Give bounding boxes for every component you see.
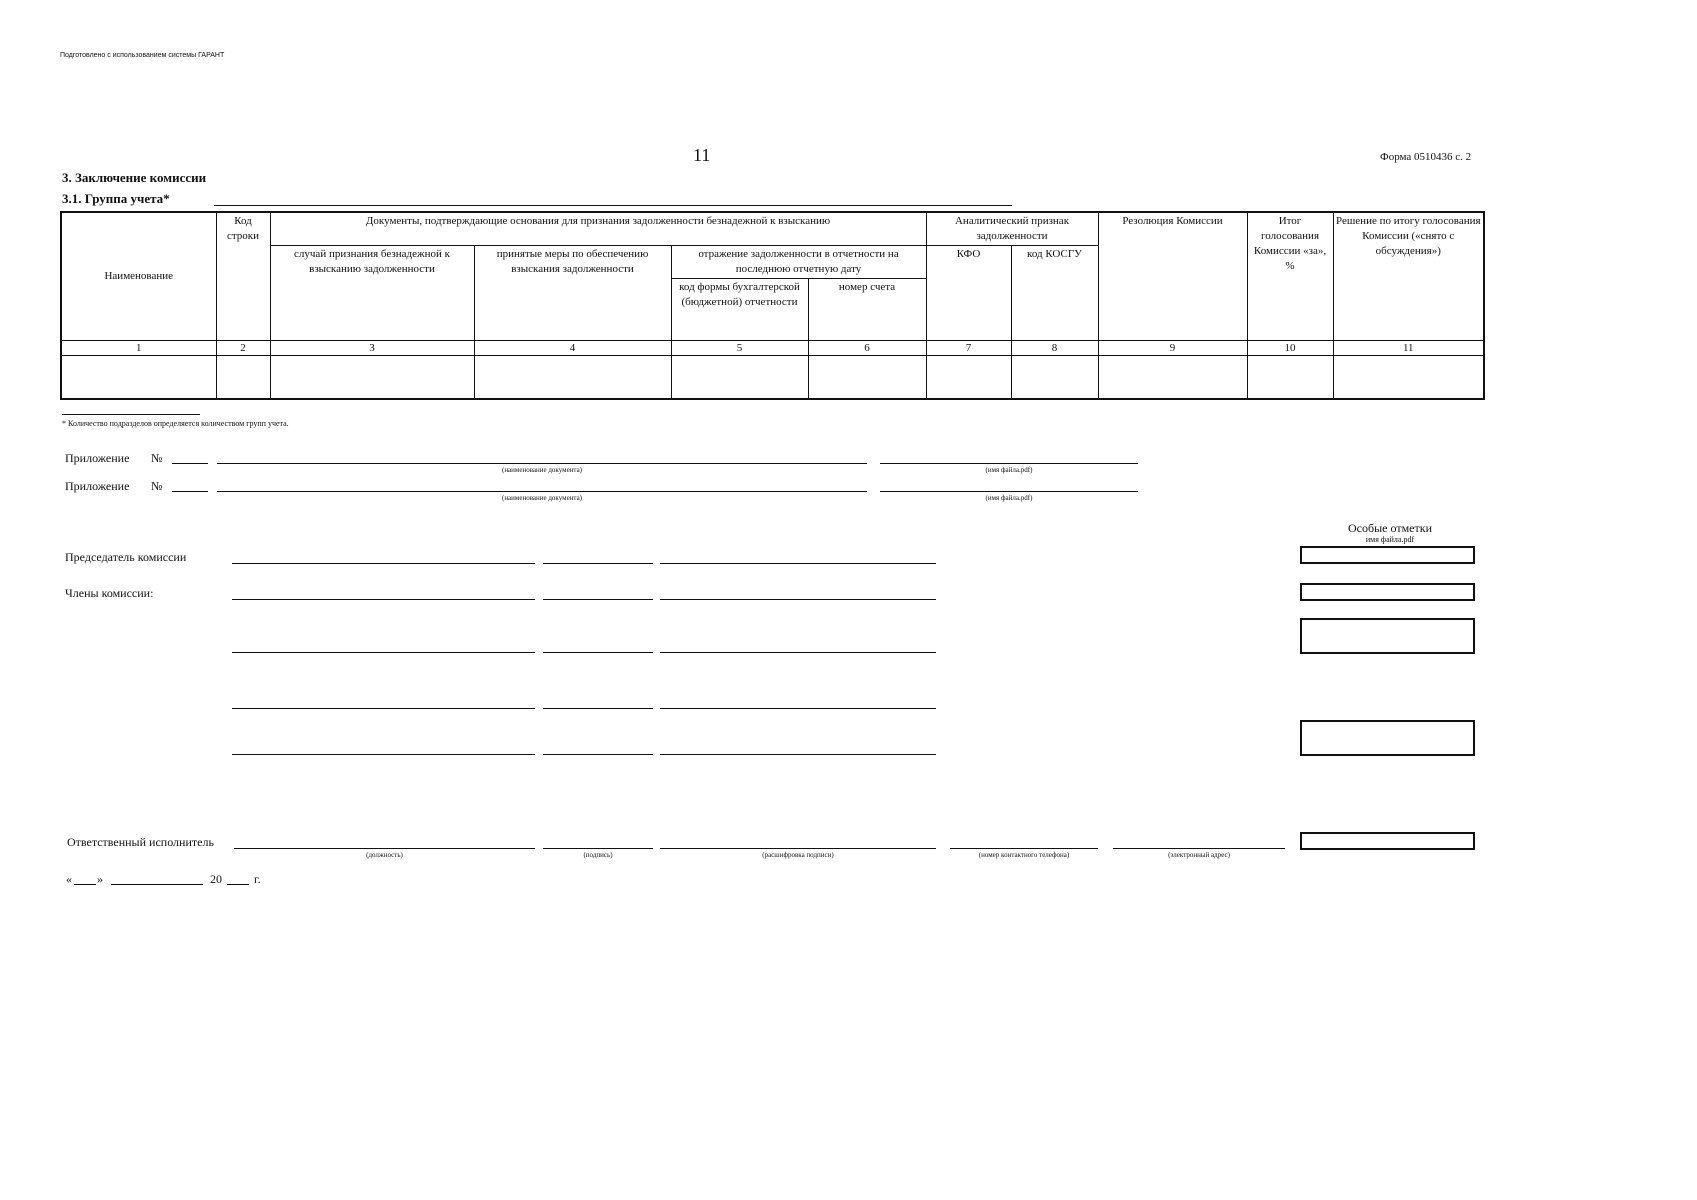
member-signature-field[interactable] bbox=[543, 652, 653, 653]
member-position-field[interactable] bbox=[232, 708, 535, 709]
signature-caption: (подпись) bbox=[583, 851, 613, 859]
date-month-field[interactable] bbox=[111, 884, 203, 885]
date-open-quote: « bbox=[66, 872, 72, 886]
executor-decoding-field[interactable] bbox=[660, 848, 936, 849]
attachment-label: Приложение bbox=[65, 479, 130, 493]
file-name-caption: (имя файла.pdf) bbox=[985, 494, 1033, 502]
special-mark-box[interactable] bbox=[1300, 832, 1475, 850]
cell-row-code[interactable] bbox=[216, 356, 270, 400]
cell-form-code[interactable] bbox=[671, 356, 808, 400]
header-analytic-group: Аналитический признак задолженности bbox=[926, 212, 1098, 246]
chairman-decoding-field[interactable] bbox=[660, 563, 936, 564]
footnote-rule bbox=[62, 414, 200, 415]
column-number: 6 bbox=[808, 341, 926, 356]
attachment-file-field[interactable] bbox=[880, 463, 1138, 464]
column-number: 4 bbox=[474, 341, 671, 356]
cell-account-number[interactable] bbox=[808, 356, 926, 400]
date-close-quote: » bbox=[97, 872, 103, 886]
footnote: * Количество подразделов определяется количеством групп учета. bbox=[62, 419, 289, 428]
member-decoding-field[interactable] bbox=[660, 652, 936, 653]
column-number: 8 bbox=[1011, 341, 1098, 356]
members-label: Члены комиссии: bbox=[65, 586, 154, 600]
subsection-title: 3.1. Группа учета* bbox=[62, 191, 170, 206]
decoding-caption: (расшифровка подписи) bbox=[762, 851, 834, 859]
column-number: 5 bbox=[671, 341, 808, 356]
special-marks-file-label: имя файла.pdf bbox=[1365, 535, 1415, 544]
column-number: 7 bbox=[926, 341, 1011, 356]
cell-kosgu[interactable] bbox=[1011, 356, 1098, 400]
chairman-signature-field[interactable] bbox=[543, 563, 653, 564]
file-name-caption: (имя файла.pdf) bbox=[985, 466, 1033, 474]
attachment-doc-field[interactable] bbox=[217, 491, 867, 492]
chairman-label: Председатель комиссии bbox=[65, 550, 187, 564]
cell-measures[interactable] bbox=[474, 356, 671, 400]
member-position-field[interactable] bbox=[232, 754, 535, 755]
column-number: 2 bbox=[216, 341, 270, 356]
executor-phone-field[interactable] bbox=[950, 848, 1098, 849]
executor-signature-field[interactable] bbox=[543, 848, 653, 849]
header-account-number: номер счета bbox=[808, 279, 926, 341]
cell-resolution[interactable] bbox=[1098, 356, 1247, 400]
attachment-number-field[interactable] bbox=[172, 491, 208, 492]
header-decision: Решение по итогу голосования Комиссии («снято с обсуждения») bbox=[1333, 212, 1484, 341]
phone-caption: (номер контактного телефона) bbox=[978, 851, 1070, 859]
column-number: 10 bbox=[1247, 341, 1333, 356]
special-mark-box[interactable] bbox=[1300, 618, 1475, 654]
header-name: Наименование bbox=[61, 212, 216, 341]
header-resolution: Резолюция Комиссии bbox=[1098, 212, 1247, 341]
special-mark-box[interactable] bbox=[1300, 546, 1475, 564]
commission-table bbox=[60, 211, 1485, 400]
attachment-label: Приложение bbox=[65, 451, 130, 465]
cell-vote-result[interactable] bbox=[1247, 356, 1333, 400]
member-decoding-field[interactable] bbox=[660, 599, 936, 600]
doc-name-caption: (наименование документа) bbox=[501, 466, 583, 474]
date-year-suffix: г. bbox=[254, 872, 261, 886]
header-kfo: КФО bbox=[926, 246, 1011, 341]
attachment-number-field[interactable] bbox=[172, 463, 208, 464]
chairman-position-field[interactable] bbox=[232, 563, 535, 564]
group-name-line bbox=[214, 205, 1012, 206]
column-number: 1 bbox=[61, 341, 216, 356]
email-caption: (электронный адрес) bbox=[1168, 851, 1230, 859]
cell-name[interactable] bbox=[61, 356, 216, 400]
garant-note: Подготовлено с использованием системы ГАРАНТ bbox=[60, 52, 225, 59]
cell-case[interactable] bbox=[270, 356, 474, 400]
section-title: 3. Заключение комиссии bbox=[62, 170, 207, 185]
position-caption: (должность) bbox=[366, 851, 403, 859]
column-number: 11 bbox=[1333, 341, 1484, 356]
page-number: 11 bbox=[693, 145, 711, 165]
member-position-field[interactable] bbox=[232, 599, 535, 600]
member-signature-field[interactable] bbox=[543, 754, 653, 755]
special-mark-box[interactable] bbox=[1300, 720, 1475, 756]
column-number: 3 bbox=[270, 341, 474, 356]
special-marks-title: Особые отметки bbox=[1348, 521, 1432, 535]
header-row-code: Код строки bbox=[216, 212, 270, 341]
header-case: случай признания безнадежной к взысканию задолженности bbox=[270, 246, 474, 341]
executor-label: Ответственный исполнитель bbox=[67, 835, 214, 849]
member-decoding-field[interactable] bbox=[660, 754, 936, 755]
executor-email-field[interactable] bbox=[1113, 848, 1285, 849]
header-form-code: код формы бухгалтерской (бюджетной) отчетности bbox=[671, 279, 808, 341]
cell-kfo[interactable] bbox=[926, 356, 1011, 400]
column-number: 9 bbox=[1098, 341, 1247, 356]
attachment-doc-field[interactable] bbox=[217, 463, 867, 464]
header-vote-result: Итог голосования Комиссии «за», % bbox=[1247, 212, 1333, 341]
cell-decision[interactable] bbox=[1333, 356, 1484, 400]
member-position-field[interactable] bbox=[232, 652, 535, 653]
date-day-field[interactable] bbox=[74, 884, 96, 885]
member-signature-field[interactable] bbox=[543, 708, 653, 709]
date-year-field[interactable] bbox=[227, 884, 249, 885]
header-measures: принятые меры по обеспечению взыскания задолженности bbox=[474, 246, 671, 341]
member-decoding-field[interactable] bbox=[660, 708, 936, 709]
header-kosgu: код КОСГУ bbox=[1011, 246, 1098, 341]
special-mark-box[interactable] bbox=[1300, 583, 1475, 601]
attachment-file-field[interactable] bbox=[880, 491, 1138, 492]
executor-position-field[interactable] bbox=[234, 848, 535, 849]
attachment-number-sign: № bbox=[151, 451, 163, 465]
attachment-number-sign: № bbox=[151, 479, 163, 493]
table-row bbox=[61, 356, 1484, 400]
header-reflection-group: отражение задолженности в отчетности на последнюю отчетную дату bbox=[671, 246, 926, 279]
date-year-prefix: 20 bbox=[210, 872, 222, 886]
header-documents-group: Документы, подтверждающие основания для признания задолженности безнадежной к взысканию bbox=[270, 212, 926, 246]
form-reference: Форма 0510436 с. 2 bbox=[1380, 151, 1472, 163]
doc-name-caption: (наименование документа) bbox=[501, 494, 583, 502]
member-signature-field[interactable] bbox=[543, 599, 653, 600]
